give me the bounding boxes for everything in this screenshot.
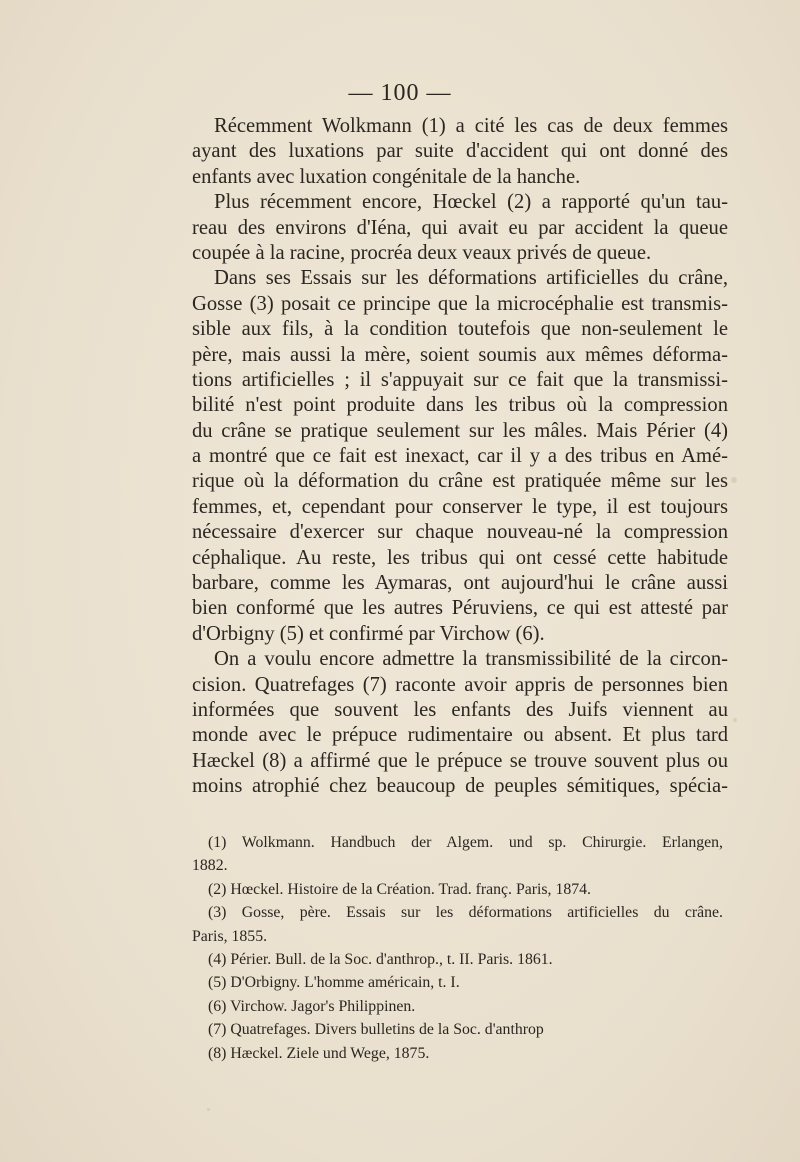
text-line: rique où la déformation du crâne est pratiquée même sur les <box>192 470 728 493</box>
text-line: barbare, comme les Aymaras, ont aujourd'hui le crâne aussi <box>192 572 728 595</box>
text-line: tions artificielles ; il s'appuyait sur ce fait que la transmissi- <box>192 368 728 391</box>
text-line: coupée à la racine, procréa deux veaux privés de queue. <box>192 241 652 264</box>
footnote-line: (5) D'Orbigny. L'homme américain, t. I. <box>208 974 460 992</box>
footnote-line: 1882. <box>192 857 228 875</box>
text-line: bilité n'est point produite dans les tribus où la compression <box>192 394 728 417</box>
footnote-line: (4) Périer. Bull. de la Soc. d'anthrop., t. II. Paris. 1861. <box>208 950 553 968</box>
text-line: céphalique. Au reste, les tribus qui ont cessé cette habitude <box>192 546 728 569</box>
footnote-line: (3) Gosse, père. Essais sur les déformations artificielles du crâne. <box>208 904 723 922</box>
text-line: a montré que ce fait est inexact, car il y a des tribus en Amé- <box>192 445 728 468</box>
text-line: nécessaire d'exercer sur chaque nouveau-né la compression <box>192 521 728 544</box>
text-line: cision. Quatrefages (7) raconte avoir appris de personnes bien <box>192 673 728 696</box>
text-line: Gosse (3) posait ce principe que la microcéphalie est transmis- <box>192 292 728 315</box>
footnote-line: (7) Quatrefages. Divers bulletins de la Soc. d'anthrop <box>208 1021 544 1039</box>
footnotes <box>192 831 723 1065</box>
page-number: — 100 — <box>348 80 452 106</box>
text-line: du crâne se pratique seulement sur les mâles. Mais Périer (4) <box>192 419 728 442</box>
body-text <box>192 114 728 800</box>
paper-stain <box>207 1108 210 1111</box>
paper-stain <box>731 477 737 483</box>
text-line: reau des environs d'Iéna, qui avait eu par accident la queue <box>192 216 728 239</box>
text-line: On a voulu encore admettre la transmissibilité de la circon- <box>214 648 728 671</box>
footnote-line: (8) Hæckel. Ziele und Wege, 1875. <box>208 1044 430 1062</box>
text-line: Récemment Wolkmann (1) a cité les cas de deux femmes <box>214 115 728 137</box>
text-line: père, mais aussi la mère, soient soumis aux mêmes déforma- <box>192 343 728 366</box>
footnote-line: (6) Virchow. Jagor's Philippinen. <box>208 997 416 1015</box>
text-line: Plus récemment encore, Hœckel (2) a rapporté qu'un tau- <box>214 191 728 214</box>
text-line: enfants avec luxation congénitale de la hanche. <box>192 165 581 188</box>
text-line: monde avec le prépuce rudimentaire ou absent. Et plus tard <box>192 724 728 747</box>
text-line: ayant des luxations par suite d'accident qui ont donné des <box>192 140 728 163</box>
text-line: moins atrophié chez beaucoup de peuples sémitiques, spécia- <box>192 775 728 798</box>
paper-stain <box>733 718 737 722</box>
footnote-line: Paris, 1855. <box>192 927 268 945</box>
text-line: Hæckel (8) a affirmé que le prépuce se trouve souvent plus ou <box>192 749 728 772</box>
text-line: bien conformé que les autres Péruviens, ce qui est attesté par <box>192 597 728 620</box>
text-line: Dans ses Essais sur les déformations artificielles du crâne, <box>214 267 728 290</box>
text-line: informées que souvent les enfants des Juifs viennent au <box>192 698 728 721</box>
text-line: d'Orbigny (5) et confirmé par Virchow (6). <box>192 622 545 645</box>
footnote-line: (1) Wolkmann. Handbuch der Algem. und sp. Chirurgie. Erlangen, <box>208 834 723 851</box>
text-line: femmes, et, cependant pour conserver le type, il est toujours <box>192 495 728 518</box>
text-line: sible aux fils, à la condition toutefois que non-seulement le <box>192 318 728 341</box>
footnote-line: (2) Hœckel. Histoire de la Création. Trad. franç. Paris, 1874. <box>208 880 591 898</box>
